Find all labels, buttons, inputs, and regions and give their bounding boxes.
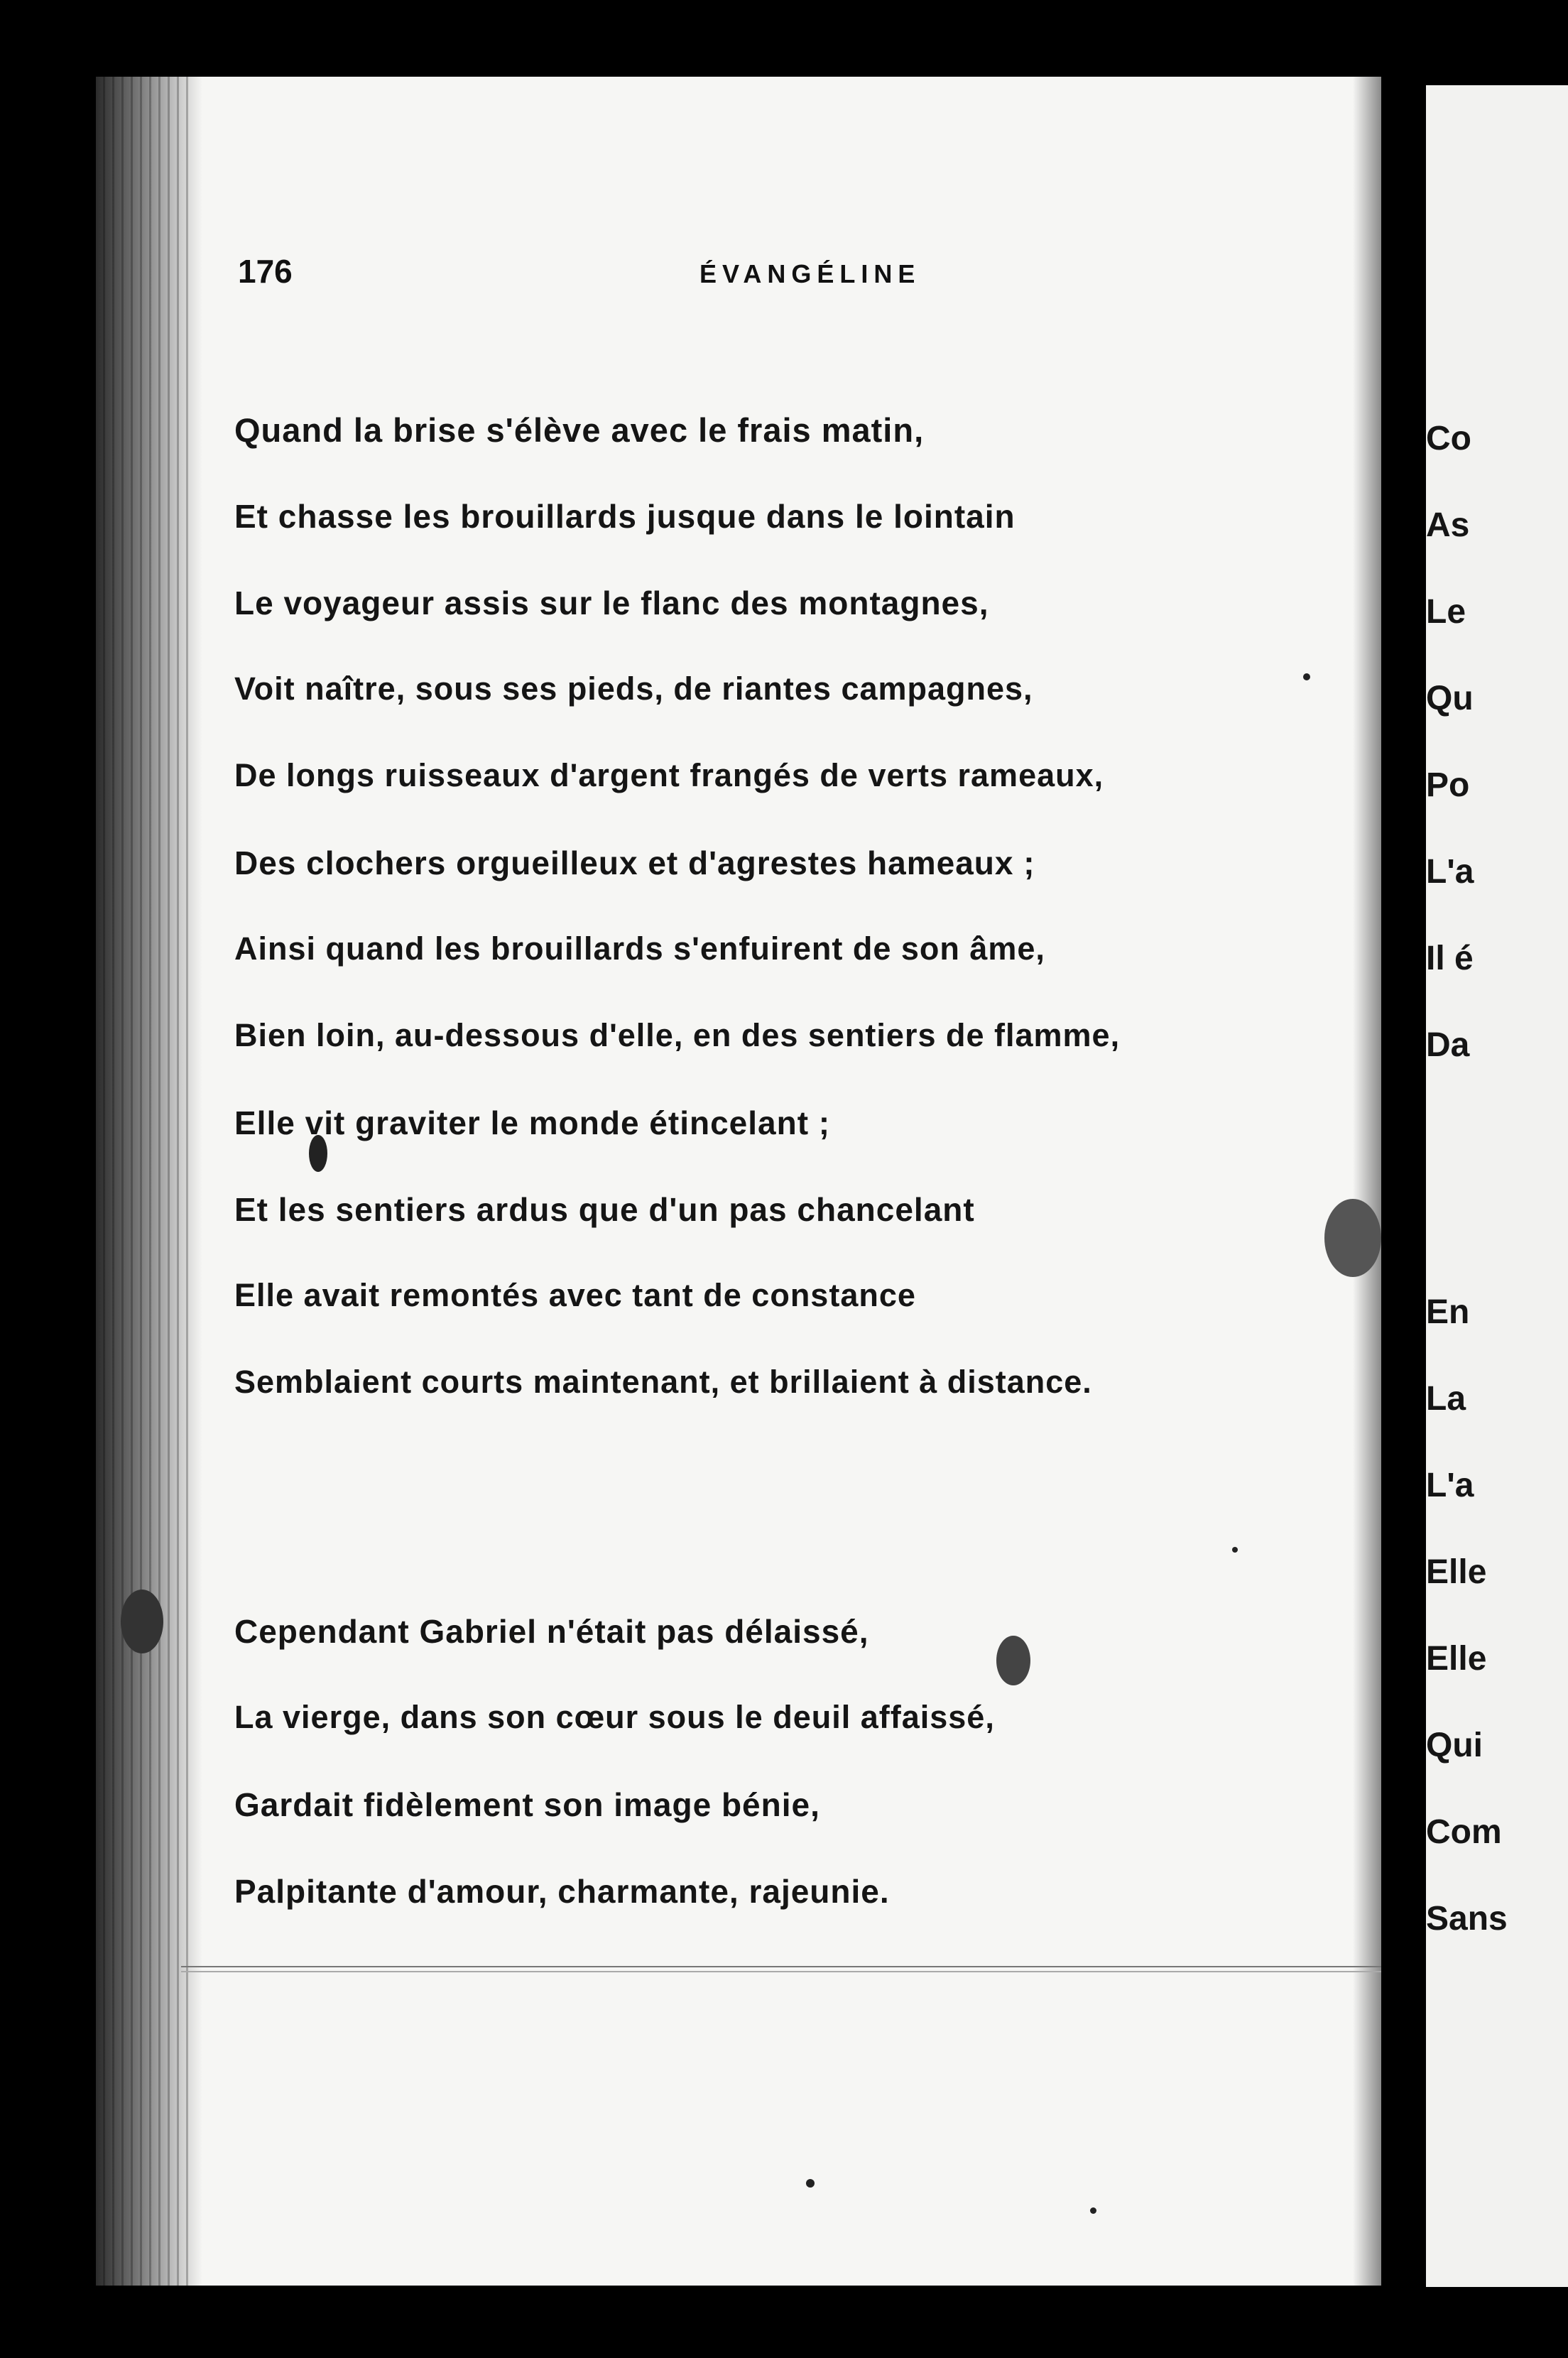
verse-line: Elle vit graviter le monde étincelant ; <box>234 1104 831 1141</box>
verse-line: Quand la brise s'élève avec le frais matin, <box>234 411 925 449</box>
speck <box>1232 1547 1238 1553</box>
speck <box>1303 673 1310 680</box>
facing-line: Da <box>1426 1026 1470 1064</box>
left-page <box>96 77 1381 2286</box>
page-edge-shadow <box>1353 77 1381 2286</box>
verse-line: Palpitante d'amour, charmante, rajeunie. <box>234 1873 890 1910</box>
verse-line: Semblaient courts maintenant, et brillaient à distance. <box>234 1364 1092 1400</box>
facing-line: Qui <box>1426 1727 1483 1764</box>
book-title: ÉVANGÉLINE <box>699 259 921 288</box>
verse-line: Des clochers orgueilleux et d'agrestes hameaux ; <box>234 844 1035 881</box>
ink-blot <box>1324 1199 1381 1277</box>
gutter-texture <box>103 77 188 2286</box>
speck <box>806 2179 815 2188</box>
facing-line: L'a <box>1426 853 1474 891</box>
facing-line: En <box>1426 1293 1470 1331</box>
facing-line: Elle <box>1426 1640 1487 1678</box>
facing-line: Il é <box>1426 940 1474 977</box>
verse-line: Voit naître, sous ses pieds, de riantes campagnes, <box>234 670 1033 707</box>
page-number: 176 <box>238 253 293 290</box>
verse-line: Ainsi quand les brouillards s'enfuirent de son âme, <box>234 930 1045 967</box>
verse-line: Et chasse les brouillards jusque dans le lointain <box>234 498 1016 535</box>
verse-line: Elle avait remontés avec tant de constance <box>234 1277 916 1313</box>
verse-line: Et les sentiers ardus que d'un pas chancelant <box>234 1191 975 1228</box>
facing-line: Qu <box>1426 680 1474 717</box>
facing-line: Co <box>1426 420 1471 457</box>
facing-line: Le <box>1426 593 1466 631</box>
verse-line: Le voyageur assis sur le flanc des montagnes, <box>234 585 989 621</box>
verse-line: Cependant Gabriel n'était pas délaissé, <box>234 1613 869 1650</box>
verse-line: De longs ruisseaux d'argent frangés de verts rameaux, <box>234 757 1104 793</box>
facing-line: Elle <box>1426 1553 1487 1591</box>
verse-line: Bien loin, au-dessous d'elle, en des sentiers de flamme, <box>234 1017 1121 1053</box>
facing-line: As <box>1426 506 1470 544</box>
verse-line: La vierge, dans son cœur sous le deuil affaissé, <box>234 1699 995 1735</box>
facing-line: Po <box>1426 766 1470 804</box>
facing-line: Com <box>1426 1813 1502 1851</box>
facing-page-fragment <box>1426 85 1568 2287</box>
running-head <box>238 252 1268 302</box>
scan-artifact-rule <box>181 1966 1381 1972</box>
facing-line: L'a <box>1426 1467 1474 1504</box>
verse-line: Gardait fidèlement son image bénie, <box>234 1786 820 1823</box>
facing-line: La <box>1426 1380 1466 1418</box>
ink-blot <box>121 1590 163 1653</box>
ink-blot <box>996 1636 1030 1685</box>
speck <box>1090 2207 1096 2214</box>
facing-line: Sans <box>1426 1900 1508 1938</box>
